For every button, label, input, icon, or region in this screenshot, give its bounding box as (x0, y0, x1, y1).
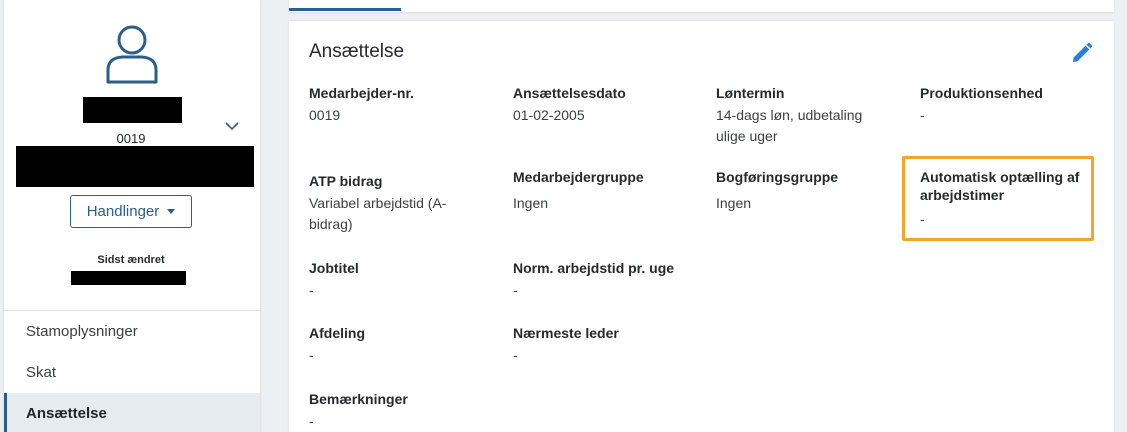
sidebar (4, 0, 260, 432)
employee-number: 0019 (116, 131, 146, 146)
field-label: ATP bidrag (309, 173, 383, 189)
field-label: Norm. arbejdstid pr. uge (513, 260, 675, 276)
field-value: - (309, 347, 314, 363)
field-employment-date (513, 84, 703, 126)
field-value: Ingen (716, 195, 752, 211)
field-label: Jobtitel (309, 260, 359, 276)
field-remarks (309, 390, 499, 432)
field-label: Bemærkninger (309, 391, 408, 407)
sidebar-item-stamoplysninger[interactable]: Stamoplysninger (26, 323, 138, 340)
sidebar-nav (4, 311, 260, 432)
field-department (309, 324, 499, 366)
field-label: Afdeling (309, 325, 365, 341)
field-value: - (513, 282, 518, 298)
field-value: - (513, 347, 518, 363)
field-value: - (920, 107, 925, 123)
chevron-down-icon[interactable] (224, 118, 240, 134)
field-posting-group (716, 168, 906, 214)
field-label: Automatisk optælling af arbejdstimer (920, 169, 1080, 203)
field-value: Ingen (513, 195, 549, 211)
employment-card (289, 21, 1114, 432)
field-value: - (309, 282, 314, 298)
field-pay-period (716, 84, 886, 147)
field-label: Bogføringsgruppe (716, 169, 839, 185)
sidebar-item-skat[interactable]: Skat (26, 364, 57, 381)
pencil-icon[interactable] (1070, 41, 1094, 65)
actions-button[interactable] (70, 195, 192, 228)
field-value: - (920, 211, 925, 227)
field-label: Ansættelsesdato (513, 85, 626, 101)
field-label: Medarbejder-nr. (309, 85, 415, 101)
active-tab-indicator[interactable] (289, 8, 401, 11)
redacted-employee-name (83, 97, 182, 123)
field-value: - (309, 413, 314, 429)
field-norm-hours (513, 259, 703, 301)
redacted-last-changed (71, 271, 186, 285)
actions-button-label: Handlinger (86, 203, 160, 220)
field-value: 14-dags løn, udbetaling ulige uger (716, 107, 863, 144)
field-value: Variabel arbejdstid (A-bidrag) (309, 195, 447, 232)
field-label: Løntermin (716, 85, 785, 101)
field-label: Medarbejdergruppe (513, 169, 644, 185)
caret-down-icon (167, 209, 175, 214)
field-value: 01-02-2005 (513, 107, 585, 123)
field-job-title (309, 259, 499, 301)
tab-strip (289, 0, 1114, 12)
last-changed-label: Sidst ændret (97, 254, 165, 266)
field-employee-no (309, 84, 499, 126)
user-icon (102, 20, 162, 84)
sidebar-item-ansaettelse[interactable]: Ansættelse (4, 393, 260, 432)
field-production-unit (920, 84, 1110, 126)
field-auto-hours (920, 168, 1090, 230)
field-value: 0019 (309, 107, 341, 123)
redacted-employee-info (16, 146, 254, 187)
field-label: Nærmeste leder (513, 325, 619, 341)
card-title: Ansættelse (309, 41, 405, 62)
field-manager (513, 324, 703, 366)
field-atp (309, 172, 469, 235)
field-label: Produktionsenhed (920, 85, 1043, 101)
field-employee-group (513, 168, 703, 214)
